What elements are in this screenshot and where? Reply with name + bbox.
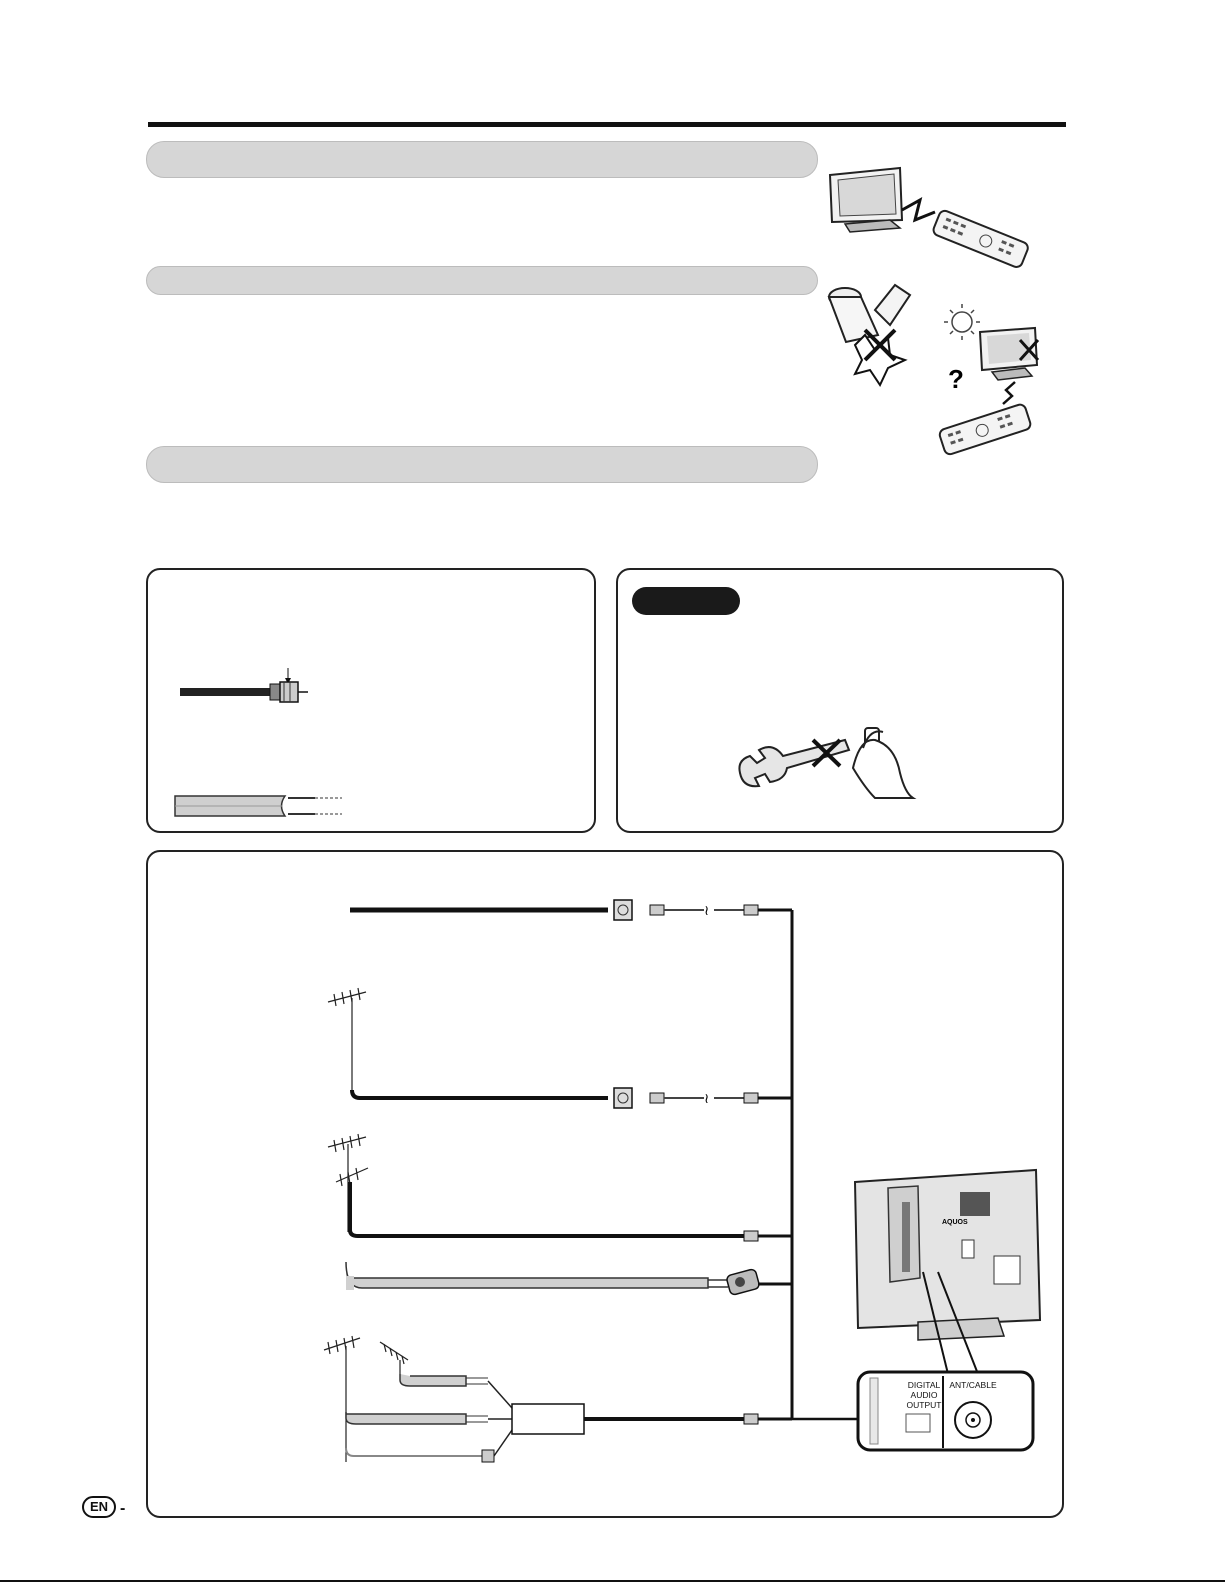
wrench-warning-illustration bbox=[735, 718, 920, 800]
separate-antennas-connection bbox=[324, 1336, 792, 1462]
ant-cable-label: ANT/CABLE bbox=[949, 1380, 997, 1390]
remote-icon-2 bbox=[938, 403, 1032, 456]
coaxial-cable-icon bbox=[180, 668, 308, 702]
signal-icon bbox=[902, 200, 935, 220]
header-rule bbox=[148, 122, 1066, 127]
note-label-badge bbox=[632, 587, 740, 615]
footer-rule bbox=[0, 1580, 1225, 1582]
tv-rear-icon bbox=[855, 1170, 1040, 1374]
hand-tighten-icon bbox=[853, 728, 913, 798]
language-badge: EN bbox=[82, 1496, 116, 1518]
tv-icon bbox=[830, 168, 902, 232]
section-heading-bar-2 bbox=[146, 266, 818, 295]
combination-antenna-connection bbox=[328, 1134, 792, 1296]
cable-types-illustration bbox=[170, 660, 350, 820]
section-heading-bar-1 bbox=[146, 141, 818, 178]
wall-outlet-icon bbox=[614, 900, 632, 920]
liquid-warning-icon bbox=[829, 285, 910, 385]
remote-control-illustration bbox=[820, 160, 1040, 480]
tv-blocked-icon bbox=[980, 328, 1038, 380]
vhf-antenna-icon bbox=[324, 1336, 360, 1462]
antenna-icon bbox=[328, 988, 366, 1090]
tv-brand-label: AQUOS bbox=[942, 1219, 968, 1226]
remote-icon bbox=[932, 209, 1030, 269]
antenna-coax-connection bbox=[328, 988, 792, 1108]
twin-lead-cable-icon bbox=[175, 796, 342, 816]
sun-icon bbox=[944, 304, 980, 340]
question-mark-icon: ? bbox=[948, 364, 964, 394]
digital-audio-port bbox=[906, 1414, 930, 1432]
cable-tv-connection bbox=[350, 900, 792, 920]
page-number-dash: - bbox=[120, 1500, 126, 1517]
svg-text:≀: ≀ bbox=[704, 902, 710, 918]
uhf-antenna-icon bbox=[380, 1342, 408, 1374]
svg-text:≀: ≀ bbox=[704, 1090, 710, 1106]
antenna-connection-diagram bbox=[148, 852, 1062, 1516]
section-heading-bar-3 bbox=[146, 446, 818, 483]
digital-audio-output-label: DIGITAL AUDIO OUTPUT bbox=[906, 1380, 942, 1410]
matching-transformer-icon bbox=[726, 1268, 760, 1295]
combiner-box bbox=[512, 1404, 584, 1434]
